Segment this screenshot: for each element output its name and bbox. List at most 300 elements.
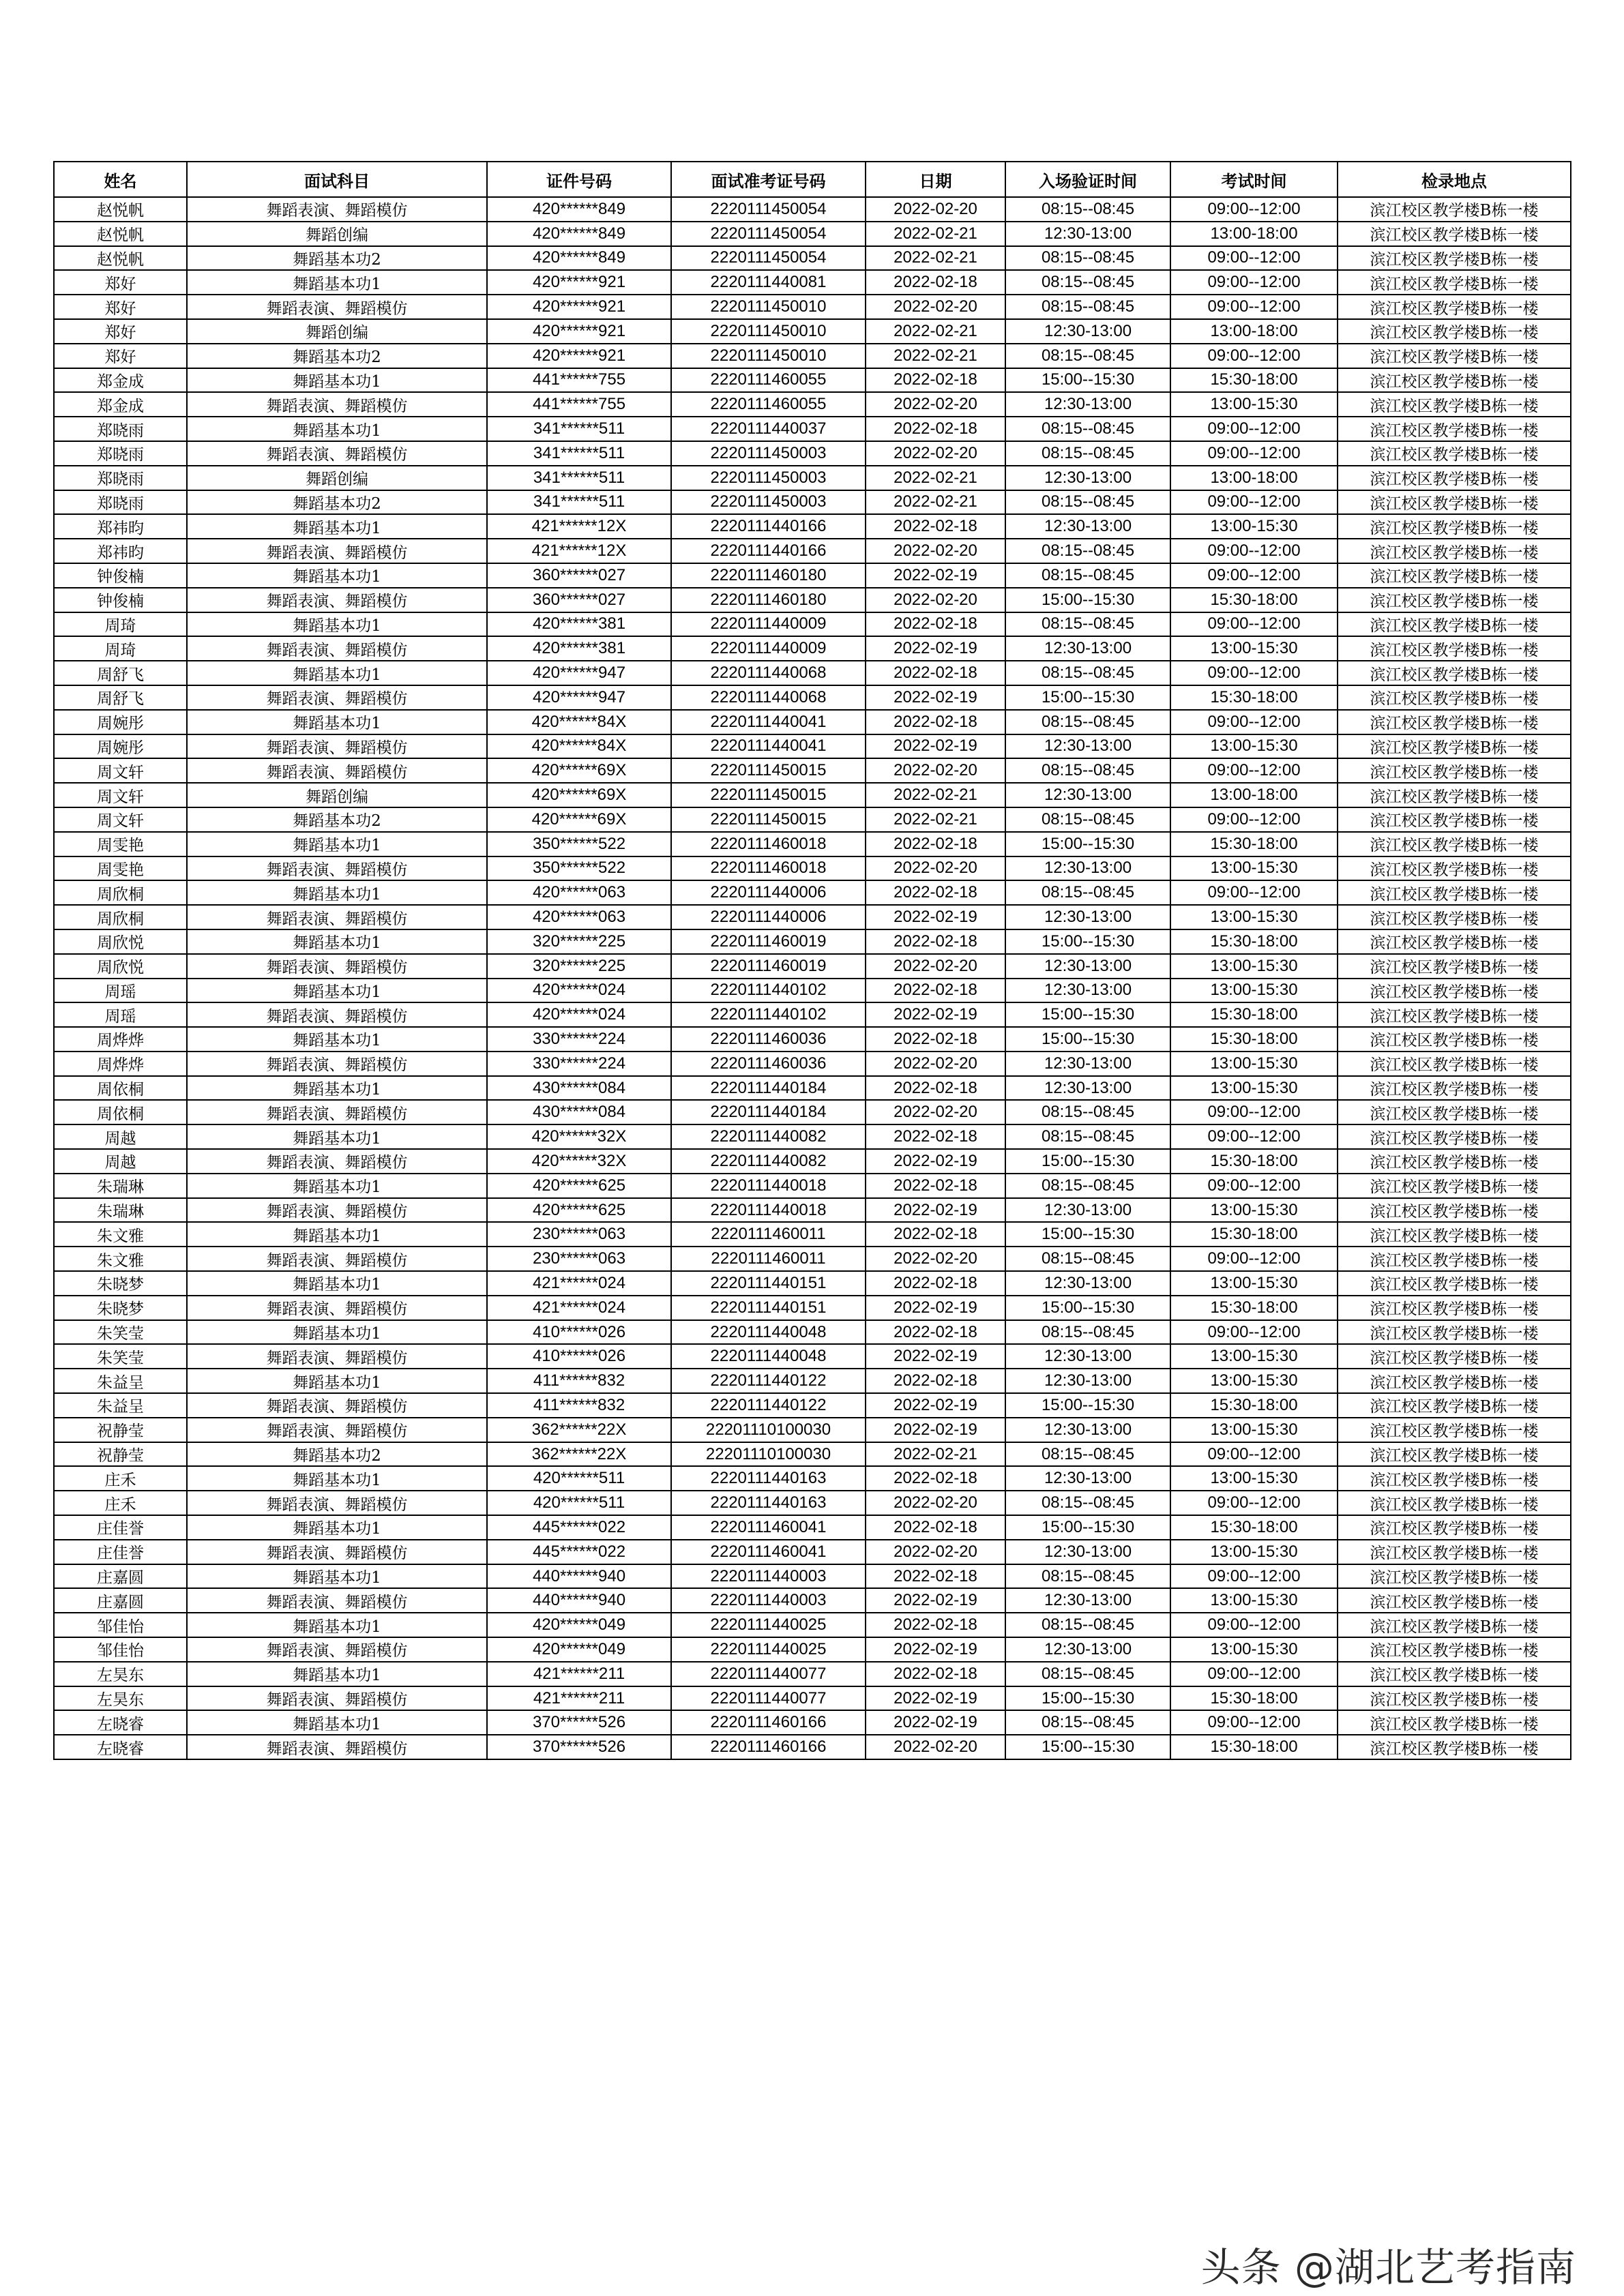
cell-checkin-time: 08:15--08:45: [1005, 1124, 1170, 1149]
cell-id-number: 411******832: [487, 1369, 671, 1393]
table-header-row: [54, 162, 1571, 197]
cell-location: 滨江校区教学楼B栋一楼: [1338, 490, 1571, 515]
cell-checkin-time: 15:00--15:30: [1005, 1222, 1170, 1247]
cell-id-number: 420******947: [487, 661, 671, 685]
cell-date: 2022-02-18: [866, 832, 1005, 856]
cell-exam-time: 09:00--12:00: [1170, 807, 1338, 832]
header-col-subject: 面试科目: [187, 162, 487, 197]
cell-date: 2022-02-19: [866, 636, 1005, 661]
cell-location: 滨江校区教学楼B栋一楼: [1338, 1296, 1571, 1320]
cell-subject: 舞蹈表演、舞蹈模仿: [187, 734, 487, 759]
cell-admission-number: 2220111460018: [671, 832, 866, 856]
cell-admission-number: 2220111460018: [671, 856, 866, 881]
cell-exam-time: 09:00--12:00: [1170, 490, 1338, 515]
cell-date: 2022-02-18: [866, 1320, 1005, 1345]
cell-name: 周文轩: [54, 783, 187, 807]
cell-name: 庄佳誉: [54, 1540, 187, 1564]
cell-location: 滨江校区教学楼B栋一楼: [1338, 710, 1571, 734]
cell-subject: 舞蹈表演、舞蹈模仿: [187, 588, 487, 612]
cell-location: 滨江校区教学楼B栋一楼: [1338, 1418, 1571, 1442]
cell-checkin-time: 08:15--08:45: [1005, 1662, 1170, 1686]
table-row: [54, 661, 1571, 685]
cell-admission-number: 2220111440151: [671, 1296, 866, 1320]
table-row: [54, 734, 1571, 759]
cell-date: 2022-02-18: [866, 710, 1005, 734]
cell-name: 周欣悦: [54, 954, 187, 979]
cell-admission-number: 2220111450015: [671, 807, 866, 832]
cell-admission-number: 2220111440041: [671, 710, 866, 734]
cell-checkin-time: 15:00--15:30: [1005, 1296, 1170, 1320]
table-row: [54, 588, 1571, 612]
cell-exam-time: 09:00--12:00: [1170, 270, 1338, 295]
cell-name: 朱笑莹: [54, 1344, 187, 1369]
cell-exam-time: 09:00--12:00: [1170, 661, 1338, 685]
cell-subject: 舞蹈基本功2: [187, 1442, 487, 1467]
cell-checkin-time: 08:15--08:45: [1005, 246, 1170, 271]
cell-id-number: 420******381: [487, 636, 671, 661]
cell-id-number: 410******026: [487, 1344, 671, 1369]
cell-exam-time: 15:30-18:00: [1170, 588, 1338, 612]
cell-subject: 舞蹈表演、舞蹈模仿: [187, 1735, 487, 1759]
cell-admission-number: 2220111440048: [671, 1320, 866, 1345]
cell-subject: 舞蹈基本功1: [187, 1124, 487, 1149]
cell-checkin-time: 08:15--08:45: [1005, 1247, 1170, 1271]
cell-location: 滨江校区教学楼B栋一楼: [1338, 979, 1571, 1003]
cell-checkin-time: 12:30-13:00: [1005, 466, 1170, 490]
table-row: [54, 832, 1571, 856]
cell-checkin-time: 12:30-13:00: [1005, 1052, 1170, 1076]
table-row: [54, 1052, 1571, 1076]
cell-id-number: 410******026: [487, 1320, 671, 1345]
cell-subject: 舞蹈表演、舞蹈模仿: [187, 197, 487, 222]
cell-date: 2022-02-20: [866, 1052, 1005, 1076]
cell-exam-time: 09:00--12:00: [1170, 1320, 1338, 1345]
cell-date: 2022-02-19: [866, 1637, 1005, 1662]
cell-date: 2022-02-18: [866, 929, 1005, 954]
cell-id-number: 320******225: [487, 954, 671, 979]
cell-id-number: 441******755: [487, 392, 671, 417]
cell-date: 2022-02-19: [866, 563, 1005, 588]
cell-id-number: 420******849: [487, 222, 671, 246]
cell-exam-time: 15:30-18:00: [1170, 929, 1338, 954]
header-col-location: 检录地点: [1338, 162, 1571, 197]
cell-admission-number: 2220111440025: [671, 1637, 866, 1662]
cell-name: 周婉彤: [54, 710, 187, 734]
cell-id-number: 421******024: [487, 1271, 671, 1296]
cell-location: 滨江校区教学楼B栋一楼: [1338, 856, 1571, 881]
cell-date: 2022-02-19: [866, 685, 1005, 710]
cell-admission-number: 2220111450015: [671, 783, 866, 807]
cell-checkin-time: 15:00--15:30: [1005, 368, 1170, 393]
cell-location: 滨江校区教学楼B栋一楼: [1338, 441, 1571, 466]
table-row: [54, 856, 1571, 881]
cell-id-number: 420******921: [487, 344, 671, 368]
cell-location: 滨江校区教学楼B栋一楼: [1338, 685, 1571, 710]
table-row: [54, 1686, 1571, 1711]
cell-id-number: 445******022: [487, 1540, 671, 1564]
cell-location: 滨江校区教学楼B栋一楼: [1338, 1735, 1571, 1759]
cell-subject: 舞蹈表演、舞蹈模仿: [187, 758, 487, 783]
cell-admission-number: 2220111460041: [671, 1515, 866, 1540]
cell-checkin-time: 08:15--08:45: [1005, 344, 1170, 368]
cell-subject: 舞蹈基本功1: [187, 1320, 487, 1345]
cell-exam-time: 09:00--12:00: [1170, 246, 1338, 271]
cell-checkin-time: 15:00--15:30: [1005, 1002, 1170, 1027]
cell-name: 郑祎昀: [54, 539, 187, 563]
cell-name: 郑祎昀: [54, 514, 187, 539]
cell-name: 左昊东: [54, 1662, 187, 1686]
cell-admission-number: 2220111440163: [671, 1466, 866, 1491]
cell-admission-number: 2220111440018: [671, 1174, 866, 1198]
cell-exam-time: 09:00--12:00: [1170, 539, 1338, 563]
cell-checkin-time: 15:00--15:30: [1005, 1149, 1170, 1174]
cell-location: 滨江校区教学楼B栋一楼: [1338, 1124, 1571, 1149]
cell-name: 周瑶: [54, 979, 187, 1003]
table-row: [54, 807, 1571, 832]
cell-exam-time: 15:30-18:00: [1170, 832, 1338, 856]
cell-name: 祝静莹: [54, 1442, 187, 1467]
table-row: [54, 392, 1571, 417]
cell-id-number: 421******211: [487, 1686, 671, 1711]
cell-location: 滨江校区教学楼B栋一楼: [1338, 539, 1571, 563]
table-row: [54, 222, 1571, 246]
cell-admission-number: 2220111450003: [671, 441, 866, 466]
header-col-id-number: 证件号码: [487, 162, 671, 197]
cell-subject: 舞蹈表演、舞蹈模仿: [187, 1149, 487, 1174]
cell-exam-time: 13:00-15:30: [1170, 1198, 1338, 1223]
cell-name: 左昊东: [54, 1686, 187, 1711]
cell-checkin-time: 12:30-13:00: [1005, 1369, 1170, 1393]
cell-subject: 舞蹈创编: [187, 783, 487, 807]
cell-id-number: 230******063: [487, 1247, 671, 1271]
cell-exam-time: 13:00-15:30: [1170, 392, 1338, 417]
cell-checkin-time: 08:15--08:45: [1005, 612, 1170, 637]
table-row: [54, 490, 1571, 515]
table-row: [54, 1320, 1571, 1345]
cell-date: 2022-02-18: [866, 880, 1005, 905]
cell-checkin-time: 12:30-13:00: [1005, 856, 1170, 881]
cell-location: 滨江校区教学楼B栋一楼: [1338, 1564, 1571, 1589]
cell-exam-time: 09:00--12:00: [1170, 441, 1338, 466]
cell-checkin-time: 12:30-13:00: [1005, 979, 1170, 1003]
cell-subject: 舞蹈表演、舞蹈模仿: [187, 1296, 487, 1320]
cell-exam-time: 13:00-15:30: [1170, 734, 1338, 759]
cell-id-number: 362******22X: [487, 1442, 671, 1467]
cell-subject: 舞蹈基本功1: [187, 832, 487, 856]
cell-location: 滨江校区教学楼B栋一楼: [1338, 1540, 1571, 1564]
cell-location: 滨江校区教学楼B栋一楼: [1338, 636, 1571, 661]
cell-id-number: 362******22X: [487, 1418, 671, 1442]
cell-subject: 舞蹈表演、舞蹈模仿: [187, 1052, 487, 1076]
table-row: [54, 636, 1571, 661]
cell-exam-time: 13:00-15:30: [1170, 979, 1338, 1003]
cell-exam-time: 09:00--12:00: [1170, 1442, 1338, 1467]
cell-id-number: 420******69X: [487, 758, 671, 783]
cell-date: 2022-02-19: [866, 1296, 1005, 1320]
cell-checkin-time: 15:00--15:30: [1005, 588, 1170, 612]
cell-admission-number: 2220111440077: [671, 1662, 866, 1686]
cell-name: 郑好: [54, 319, 187, 344]
cell-location: 滨江校区教学楼B栋一楼: [1338, 197, 1571, 222]
table-row: [54, 612, 1571, 637]
cell-location: 滨江校区教学楼B栋一楼: [1338, 758, 1571, 783]
cell-id-number: 360******027: [487, 588, 671, 612]
table-row: [54, 954, 1571, 979]
cell-name: 郑晓雨: [54, 490, 187, 515]
cell-checkin-time: 12:30-13:00: [1005, 1540, 1170, 1564]
cell-location: 滨江校区教学楼B栋一楼: [1338, 783, 1571, 807]
cell-name: 周文轩: [54, 758, 187, 783]
cell-date: 2022-02-19: [866, 1149, 1005, 1174]
cell-date: 2022-02-20: [866, 856, 1005, 881]
cell-subject: 舞蹈基本功1: [187, 1027, 487, 1052]
cell-date: 2022-02-19: [866, 1344, 1005, 1369]
cell-admission-number: 2220111460180: [671, 563, 866, 588]
cell-id-number: 330******224: [487, 1052, 671, 1076]
cell-subject: 舞蹈表演、舞蹈模仿: [187, 1491, 487, 1515]
cell-location: 滨江校区教学楼B栋一楼: [1338, 1198, 1571, 1223]
cell-admission-number: 2220111460019: [671, 954, 866, 979]
cell-location: 滨江校区教学楼B栋一楼: [1338, 929, 1571, 954]
cell-exam-time: 13:00-15:30: [1170, 1271, 1338, 1296]
cell-subject: 舞蹈表演、舞蹈模仿: [187, 1247, 487, 1271]
cell-location: 滨江校区教学楼B栋一楼: [1338, 1174, 1571, 1198]
cell-exam-time: 09:00--12:00: [1170, 758, 1338, 783]
cell-date: 2022-02-18: [866, 1662, 1005, 1686]
cell-date: 2022-02-18: [866, 979, 1005, 1003]
cell-date: 2022-02-18: [866, 417, 1005, 441]
cell-admission-number: 2220111440006: [671, 905, 866, 929]
cell-location: 滨江校区教学楼B栋一楼: [1338, 417, 1571, 441]
cell-exam-time: 13:00-15:30: [1170, 636, 1338, 661]
cell-name: 郑好: [54, 344, 187, 368]
cell-date: 2022-02-21: [866, 783, 1005, 807]
cell-id-number: 420******84X: [487, 710, 671, 734]
cell-id-number: 370******526: [487, 1735, 671, 1759]
cell-id-number: 420******625: [487, 1174, 671, 1198]
cell-date: 2022-02-18: [866, 1564, 1005, 1589]
table-row: [54, 1613, 1571, 1637]
cell-name: 朱晓梦: [54, 1296, 187, 1320]
header-col-date: 日期: [866, 162, 1005, 197]
cell-id-number: 420******921: [487, 295, 671, 319]
cell-location: 滨江校区教学楼B栋一楼: [1338, 880, 1571, 905]
cell-date: 2022-02-20: [866, 1540, 1005, 1564]
cell-name: 朱瑞琳: [54, 1198, 187, 1223]
cell-id-number: 421******024: [487, 1296, 671, 1320]
cell-location: 滨江校区教学楼B栋一楼: [1338, 1686, 1571, 1711]
cell-location: 滨江校区教学楼B栋一楼: [1338, 295, 1571, 319]
cell-checkin-time: 08:15--08:45: [1005, 295, 1170, 319]
cell-admission-number: 2220111440068: [671, 661, 866, 685]
cell-date: 2022-02-18: [866, 368, 1005, 393]
cell-subject: 舞蹈表演、舞蹈模仿: [187, 1198, 487, 1223]
cell-checkin-time: 12:30-13:00: [1005, 734, 1170, 759]
cell-admission-number: 2220111460011: [671, 1222, 866, 1247]
cell-name: 朱益呈: [54, 1369, 187, 1393]
cell-id-number: 350******522: [487, 832, 671, 856]
cell-admission-number: 2220111440082: [671, 1149, 866, 1174]
cell-checkin-time: 08:15--08:45: [1005, 417, 1170, 441]
cell-admission-number: 2220111450010: [671, 319, 866, 344]
table-row: [54, 1466, 1571, 1491]
cell-admission-number: 2220111460055: [671, 392, 866, 417]
cell-admission-number: 2220111440006: [671, 880, 866, 905]
cell-subject: 舞蹈表演、舞蹈模仿: [187, 636, 487, 661]
cell-admission-number: 2220111450054: [671, 246, 866, 271]
cell-date: 2022-02-18: [866, 612, 1005, 637]
table-row: [54, 344, 1571, 368]
cell-exam-time: 13:00-15:30: [1170, 1344, 1338, 1369]
cell-location: 滨江校区教学楼B栋一楼: [1338, 563, 1571, 588]
cell-subject: 舞蹈创编: [187, 222, 487, 246]
cell-subject: 舞蹈创编: [187, 466, 487, 490]
cell-exam-time: 15:30-18:00: [1170, 1686, 1338, 1711]
cell-date: 2022-02-21: [866, 490, 1005, 515]
table-row: [54, 1002, 1571, 1027]
cell-date: 2022-02-21: [866, 466, 1005, 490]
cell-date: 2022-02-20: [866, 1100, 1005, 1124]
cell-name: 庄嘉圆: [54, 1588, 187, 1613]
header-col-admission-number: 面试准考证号码: [671, 162, 866, 197]
cell-date: 2022-02-19: [866, 905, 1005, 929]
cell-admission-number: 2220111440041: [671, 734, 866, 759]
cell-admission-number: 2220111460019: [671, 929, 866, 954]
cell-checkin-time: 08:15--08:45: [1005, 1442, 1170, 1467]
table-row: [54, 685, 1571, 710]
cell-exam-time: 09:00--12:00: [1170, 563, 1338, 588]
cell-exam-time: 09:00--12:00: [1170, 1613, 1338, 1637]
cell-date: 2022-02-21: [866, 222, 1005, 246]
cell-checkin-time: 08:15--08:45: [1005, 539, 1170, 563]
cell-admission-number: 2220111450054: [671, 222, 866, 246]
cell-admission-number: 2220111440003: [671, 1588, 866, 1613]
cell-subject: 舞蹈基本功1: [187, 1271, 487, 1296]
cell-name: 邹佳怡: [54, 1637, 187, 1662]
cell-location: 滨江校区教学楼B栋一楼: [1338, 807, 1571, 832]
cell-name: 周欣悦: [54, 929, 187, 954]
cell-id-number: 441******755: [487, 368, 671, 393]
cell-location: 滨江校区教学楼B栋一楼: [1338, 612, 1571, 637]
cell-date: 2022-02-20: [866, 539, 1005, 563]
table-row: [54, 1174, 1571, 1198]
table-row: [54, 1540, 1571, 1564]
cell-date: 2022-02-20: [866, 1491, 1005, 1515]
table-row: [54, 514, 1571, 539]
cell-date: 2022-02-20: [866, 295, 1005, 319]
cell-date: 2022-02-18: [866, 1515, 1005, 1540]
table-row: [54, 1564, 1571, 1589]
cell-exam-time: 13:00-18:00: [1170, 222, 1338, 246]
cell-exam-time: 09:00--12:00: [1170, 1100, 1338, 1124]
cell-location: 滨江校区教学楼B栋一楼: [1338, 1637, 1571, 1662]
cell-location: 滨江校区教学楼B栋一楼: [1338, 588, 1571, 612]
cell-exam-time: 15:30-18:00: [1170, 1393, 1338, 1418]
cell-name: 周舒飞: [54, 661, 187, 685]
table-row: [54, 1735, 1571, 1759]
cell-location: 滨江校区教学楼B栋一楼: [1338, 1662, 1571, 1686]
cell-name: 郑晓雨: [54, 466, 187, 490]
cell-id-number: 320******225: [487, 929, 671, 954]
cell-subject: 舞蹈基本功1: [187, 563, 487, 588]
cell-subject: 舞蹈基本功1: [187, 612, 487, 637]
cell-admission-number: 2220111440009: [671, 612, 866, 637]
cell-checkin-time: 15:00--15:30: [1005, 1515, 1170, 1540]
cell-admission-number: 2220111450010: [671, 295, 866, 319]
cell-id-number: 421******211: [487, 1662, 671, 1686]
cell-checkin-time: 12:30-13:00: [1005, 1466, 1170, 1491]
cell-checkin-time: 12:30-13:00: [1005, 392, 1170, 417]
cell-admission-number: 2220111440151: [671, 1271, 866, 1296]
cell-id-number: 420******69X: [487, 783, 671, 807]
cell-checkin-time: 12:30-13:00: [1005, 1198, 1170, 1223]
cell-id-number: 430******084: [487, 1100, 671, 1124]
cell-subject: 舞蹈表演、舞蹈模仿: [187, 856, 487, 881]
cell-subject: 舞蹈基本功1: [187, 1076, 487, 1101]
cell-exam-time: 15:30-18:00: [1170, 1027, 1338, 1052]
cell-location: 滨江校区教学楼B栋一楼: [1338, 905, 1571, 929]
cell-id-number: 420******381: [487, 612, 671, 637]
cell-name: 周琦: [54, 636, 187, 661]
cell-exam-time: 09:00--12:00: [1170, 197, 1338, 222]
cell-location: 滨江校区教学楼B栋一楼: [1338, 1027, 1571, 1052]
cell-exam-time: 13:00-15:30: [1170, 1637, 1338, 1662]
cell-subject: 舞蹈表演、舞蹈模仿: [187, 539, 487, 563]
cell-date: 2022-02-21: [866, 1442, 1005, 1467]
cell-name: 郑晓雨: [54, 417, 187, 441]
cell-checkin-time: 15:00--15:30: [1005, 685, 1170, 710]
cell-subject: 舞蹈表演、舞蹈模仿: [187, 1002, 487, 1027]
table-row: [54, 1393, 1571, 1418]
cell-name: 朱文雅: [54, 1247, 187, 1271]
cell-subject: 舞蹈基本功1: [187, 979, 487, 1003]
cell-location: 滨江校区教学楼B栋一楼: [1338, 1369, 1571, 1393]
cell-id-number: 420******849: [487, 197, 671, 222]
cell-admission-number: 2220111440166: [671, 514, 866, 539]
cell-subject: 舞蹈基本功2: [187, 344, 487, 368]
cell-location: 滨江校区教学楼B栋一楼: [1338, 1344, 1571, 1369]
cell-admission-number: 2220111460041: [671, 1540, 866, 1564]
cell-checkin-time: 08:15--08:45: [1005, 1174, 1170, 1198]
cell-exam-time: 15:30-18:00: [1170, 368, 1338, 393]
cell-date: 2022-02-20: [866, 758, 1005, 783]
table-row: [54, 417, 1571, 441]
table-row: [54, 1344, 1571, 1369]
cell-location: 滨江校区教学楼B栋一楼: [1338, 319, 1571, 344]
cell-location: 滨江校区教学楼B栋一楼: [1338, 368, 1571, 393]
cell-exam-time: 13:00-15:30: [1170, 1540, 1338, 1564]
cell-subject: 舞蹈基本功1: [187, 417, 487, 441]
cell-subject: 舞蹈基本功2: [187, 246, 487, 271]
cell-name: 左晓睿: [54, 1710, 187, 1735]
cell-exam-time: 15:30-18:00: [1170, 1222, 1338, 1247]
cell-admission-number: 2220111460036: [671, 1027, 866, 1052]
cell-checkin-time: 08:15--08:45: [1005, 1613, 1170, 1637]
table-row: [54, 539, 1571, 563]
cell-admission-number: 2220111460180: [671, 588, 866, 612]
cell-admission-number: 2220111440122: [671, 1369, 866, 1393]
cell-date: 2022-02-20: [866, 1247, 1005, 1271]
cell-name: 周依桐: [54, 1076, 187, 1101]
table-row: [54, 1662, 1571, 1686]
cell-admission-number: 2220111460011: [671, 1247, 866, 1271]
exam-schedule-table: [53, 161, 1571, 1760]
cell-name: 郑好: [54, 270, 187, 295]
cell-location: 滨江校区教学楼B栋一楼: [1338, 1247, 1571, 1271]
cell-name: 郑晓雨: [54, 441, 187, 466]
cell-name: 庄佳誉: [54, 1515, 187, 1540]
cell-admission-number: 2220111450010: [671, 344, 866, 368]
